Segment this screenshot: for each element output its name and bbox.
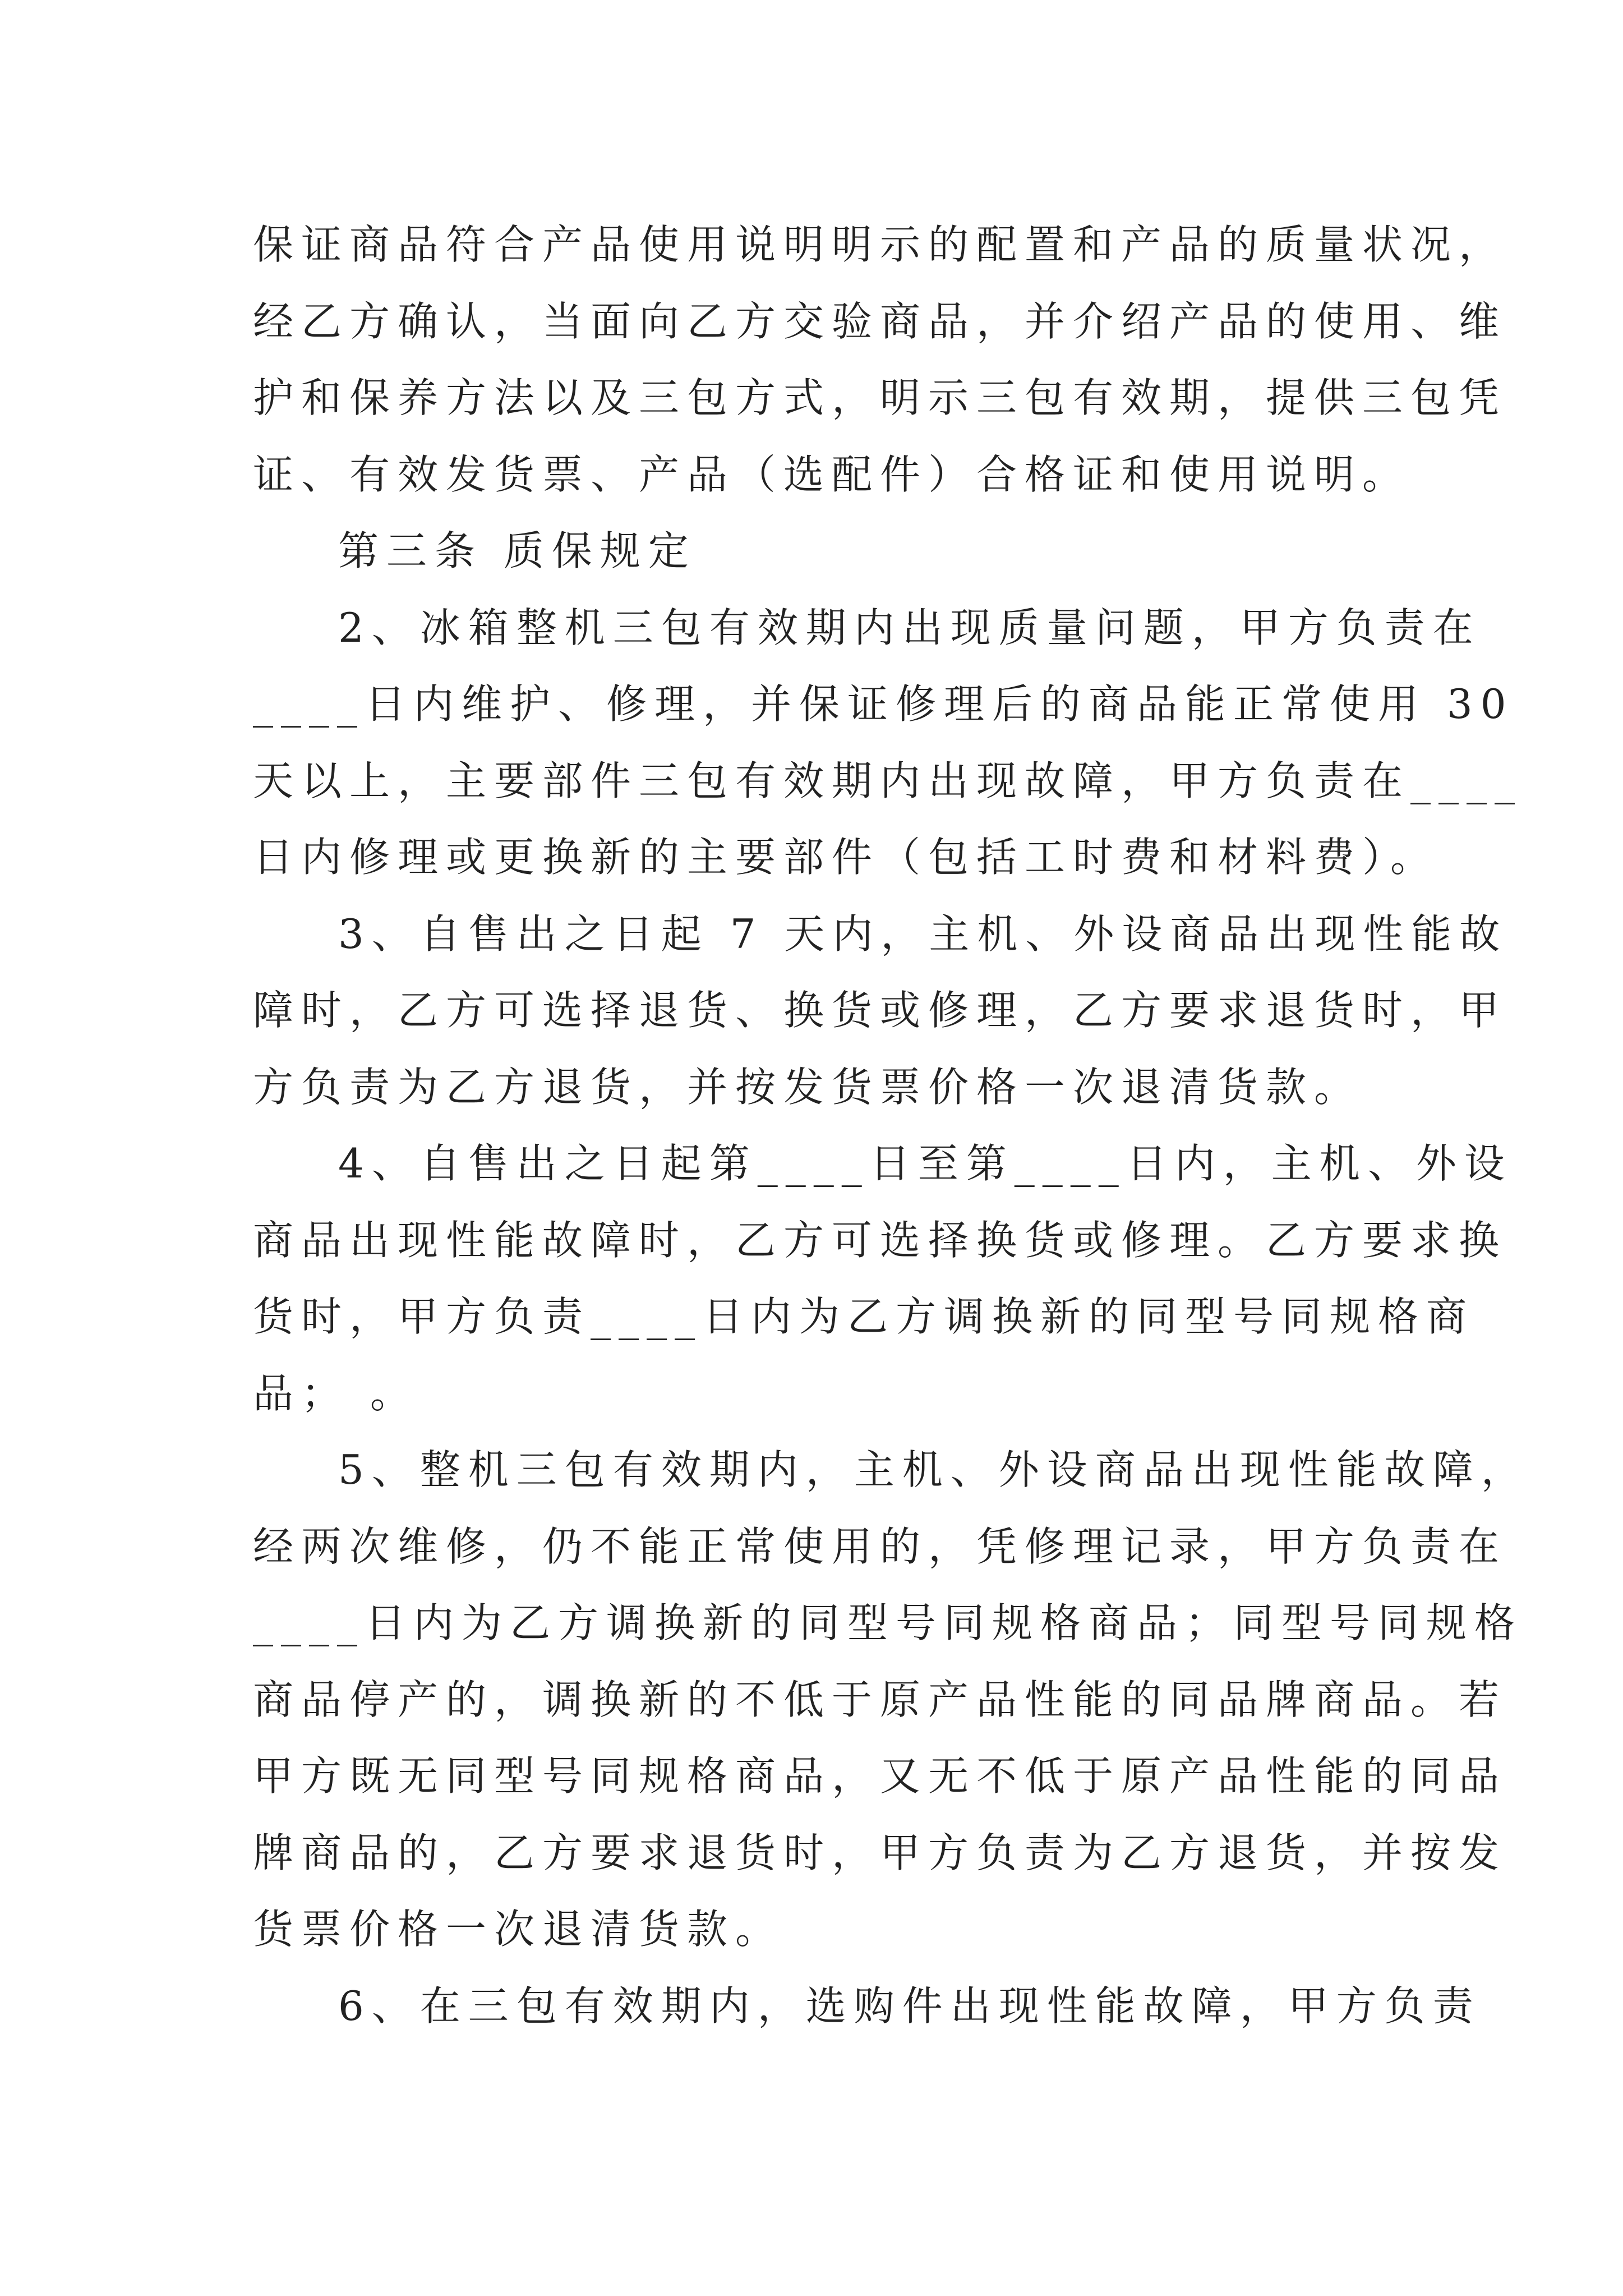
text-line-11: 障时，乙方可选择退货、换货或修理，乙方要求退货时，甲	[253, 987, 1507, 1034]
text-line-7: ____日内维护、修理，并保证修理后的商品能正常使用 30	[253, 680, 1514, 728]
text-line-17: 5、整机三包有效期内，主机、外设商品出现性能故障，	[338, 1446, 1529, 1493]
document-body	[253, 206, 1529, 2044]
text-line-19: ____日内为乙方调换新的同型号同规格商品；同型号同规格	[253, 1599, 1523, 1646]
text-line-24: 6、在三包有效期内，选购件出现性能故障，甲方负责	[338, 1982, 1481, 2030]
text-line-13: 4、自售出之日起第____日至第____日内，主机、外设	[338, 1140, 1513, 1187]
text-line-12: 方负责为乙方退货，并按发货票价格一次退清货款。	[253, 1063, 1363, 1111]
text-line-14: 商品出现性能故障时，乙方可选择换货或修理。乙方要求换	[253, 1216, 1507, 1264]
text-line-1: 保证商品符合产品使用说明明示的配置和产品的质量状况，	[253, 221, 1507, 268]
text-line-2: 经乙方确认，当面向乙方交验商品，并介绍产品的使用、维	[253, 297, 1507, 345]
text-line-22: 牌商品的，乙方要求退货时，甲方负责为乙方退货，并按发	[253, 1829, 1507, 1876]
text-line-18: 经两次维修，仍不能正常使用的，凭修理记录，甲方负责在	[253, 1522, 1507, 1570]
text-line-10: 3、自售出之日起 7 天内，主机、外设商品出现性能故	[338, 910, 1508, 958]
section-heading: 第三条 质保规定	[338, 527, 697, 574]
text-line-3: 护和保养方法以及三包方式，明示三包有效期，提供三包凭	[253, 374, 1507, 421]
text-line-9: 日内修理或更换新的主要部件（包括工时费和材料费）。	[253, 834, 1439, 881]
text-line-15: 货时，甲方负责____日内为乙方调换新的同型号同规格商	[253, 1293, 1475, 1340]
text-line-4: 证、有效发货票、产品（选配件）合格证和使用说明。	[253, 450, 1411, 498]
text-line-6: 2、冰箱整机三包有效期内出现质量问题，甲方负责在	[338, 604, 1481, 651]
text-line-21: 甲方既无同型号同规格商品，又无不低于原产品性能的同品	[253, 1752, 1507, 1800]
text-line-8: 天以上，主要部件三包有效期内出现故障，甲方负责在____	[253, 757, 1523, 804]
text-line-23: 货票价格一次退清货款。	[253, 1906, 784, 1953]
text-line-20: 商品停产的，调换新的不低于原产品性能的同品牌商品。若	[253, 1676, 1507, 1723]
text-line-16: 品； 。	[253, 1369, 418, 1417]
